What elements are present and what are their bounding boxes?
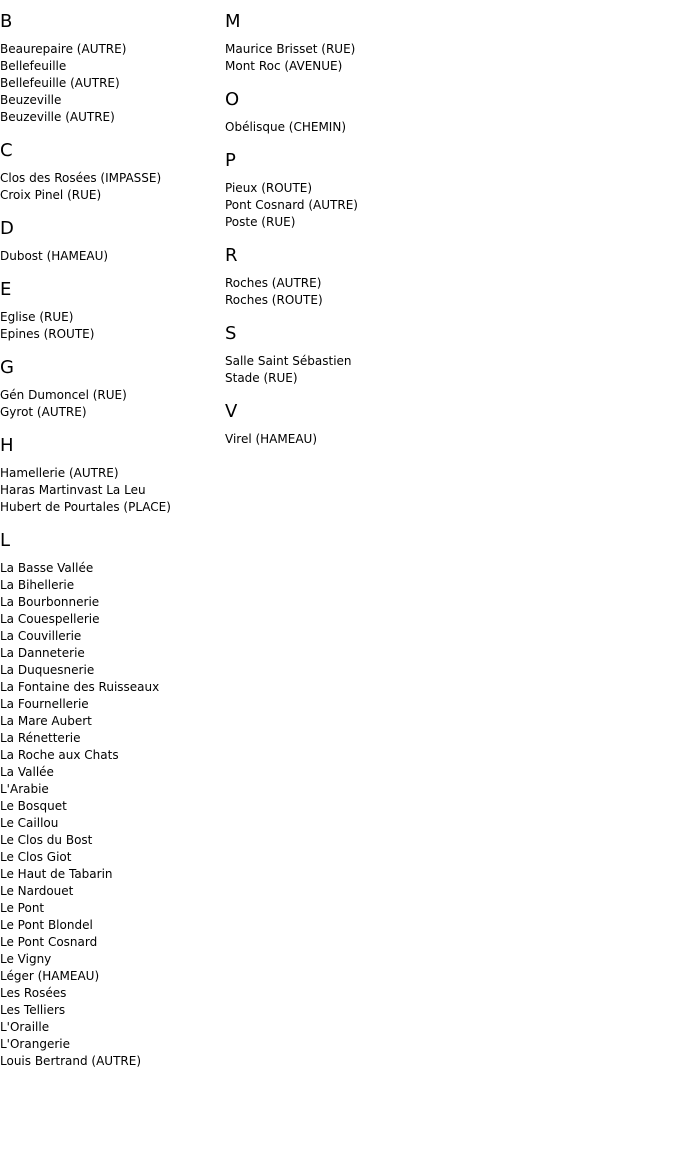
street-list-item	[0, 985, 224, 1002]
street-link[interactable]: L'Orangerie	[0, 1037, 70, 1051]
street-link[interactable]: La Couespellerie	[0, 612, 100, 626]
street-list	[225, 353, 665, 387]
street-list	[0, 387, 224, 421]
street-link[interactable]: Le Vigny	[0, 952, 52, 966]
street-list-item	[0, 662, 224, 679]
letter-heading: S	[225, 323, 237, 344]
street-list-item	[225, 214, 665, 231]
street-index-left-column	[0, 0, 224, 1070]
street-link[interactable]: Gyrot (AUTRE)	[0, 405, 87, 419]
street-list-item	[0, 645, 224, 662]
street-list-item	[0, 1036, 224, 1053]
street-link[interactable]: Le Caillou	[0, 816, 59, 830]
street-link[interactable]: Pieux (ROUTE)	[225, 181, 313, 195]
street-list-item	[225, 275, 665, 292]
street-link[interactable]: Roches (ROUTE)	[225, 293, 323, 307]
street-list-item	[0, 499, 224, 516]
letter-heading: R	[225, 245, 238, 266]
letter-section-c	[0, 140, 224, 204]
street-list-item	[0, 170, 224, 187]
street-link[interactable]: Le Bosquet	[0, 799, 67, 813]
street-link[interactable]: Les Rosées	[0, 986, 67, 1000]
street-list-item	[0, 404, 224, 421]
street-list-item	[0, 75, 224, 92]
street-list-item	[0, 883, 224, 900]
street-link[interactable]: La Fournellerie	[0, 697, 89, 711]
street-list	[0, 560, 224, 1070]
street-list-item	[0, 611, 224, 628]
street-list	[225, 180, 665, 231]
street-link[interactable]: Pont Cosnard (AUTRE)	[225, 198, 358, 212]
street-link[interactable]: Le Pont	[0, 901, 45, 915]
street-list-item	[0, 309, 224, 326]
letter-heading: P	[225, 150, 236, 171]
street-link[interactable]: Beaurepaire (AUTRE)	[0, 42, 127, 56]
letter-heading: O	[225, 89, 240, 110]
letter-heading: V	[225, 401, 238, 422]
street-link[interactable]: Epines (ROUTE)	[0, 327, 95, 341]
street-link[interactable]: Mont Roc (AVENUE)	[225, 59, 343, 73]
letter-section-s	[225, 323, 665, 387]
letter-heading: E	[0, 279, 12, 300]
street-link[interactable]: Les Telliers	[0, 1003, 66, 1017]
street-list-item	[225, 370, 665, 387]
street-list-item	[0, 326, 224, 343]
letter-section-r	[225, 245, 665, 309]
street-link[interactable]: Le Haut de Tabarin	[0, 867, 113, 881]
street-link[interactable]: Bellefeuille	[0, 59, 67, 73]
street-link[interactable]: Le Clos Giot	[0, 850, 72, 864]
street-link[interactable]: La Vallée	[0, 765, 54, 779]
street-list-item	[0, 849, 224, 866]
street-list-item	[0, 679, 224, 696]
street-list-item	[225, 180, 665, 197]
street-list-item	[0, 248, 224, 265]
letter-section-l	[0, 530, 224, 1070]
street-list-item	[0, 730, 224, 747]
letter-section-v	[225, 401, 665, 448]
street-list-item	[225, 292, 665, 309]
street-list	[225, 119, 665, 136]
street-link[interactable]: La Mare Aubert	[0, 714, 92, 728]
street-link[interactable]: Salle Saint Sébastien	[225, 354, 352, 368]
street-index-right-column	[225, 0, 665, 448]
street-list	[0, 170, 224, 204]
letter-heading: H	[0, 435, 14, 456]
letter-heading: M	[225, 11, 241, 32]
street-list-item	[0, 900, 224, 917]
street-list-item	[0, 187, 224, 204]
street-link[interactable]: Beuzeville (AUTRE)	[0, 110, 115, 124]
street-link[interactable]: Léger (HAMEAU)	[0, 969, 100, 983]
street-list-item	[225, 119, 665, 136]
letter-section-g	[0, 357, 224, 421]
street-list-item	[0, 968, 224, 985]
letter-section-d	[0, 218, 224, 265]
street-link[interactable]: Maurice Brisset (RUE)	[225, 42, 356, 56]
street-list-item	[0, 713, 224, 730]
letter-section-b	[0, 11, 224, 126]
street-list-item	[0, 764, 224, 781]
street-link[interactable]: Le Nardouet	[0, 884, 74, 898]
street-list-item	[225, 41, 665, 58]
street-link[interactable]: Clos des Rosées (IMPASSE)	[0, 171, 162, 185]
street-list-item	[0, 92, 224, 109]
street-link[interactable]: Hamellerie (AUTRE)	[0, 466, 119, 480]
letter-heading: C	[0, 140, 13, 161]
street-list-item	[0, 387, 224, 404]
street-list-item	[0, 628, 224, 645]
letter-section-h	[0, 435, 224, 516]
street-list	[0, 41, 224, 126]
street-link[interactable]: Virel (HAMEAU)	[225, 432, 318, 446]
street-link[interactable]: La Bourbonnerie	[0, 595, 100, 609]
street-list	[0, 248, 224, 265]
street-link[interactable]: Bellefeuille (AUTRE)	[0, 76, 120, 90]
street-link[interactable]: Le Pont Blondel	[0, 918, 93, 932]
street-list-item	[0, 951, 224, 968]
street-list	[0, 465, 224, 516]
street-link[interactable]: Poste (RUE)	[225, 215, 296, 229]
letter-section-e	[0, 279, 224, 343]
street-list-item	[0, 482, 224, 499]
street-list-item	[0, 798, 224, 815]
letter-section-m	[225, 11, 665, 75]
letter-section-o	[225, 89, 665, 136]
street-list-item	[0, 41, 224, 58]
street-link[interactable]: La Roche aux Chats	[0, 748, 119, 762]
street-list-item	[0, 577, 224, 594]
street-link[interactable]: Obélisque (CHEMIN)	[225, 120, 347, 134]
street-link[interactable]: Hubert de Pourtales (PLACE)	[0, 500, 171, 514]
street-link[interactable]: Stade (RUE)	[225, 371, 298, 385]
street-link[interactable]: Dubost (HAMEAU)	[0, 249, 109, 263]
street-list-item	[0, 781, 224, 798]
street-link[interactable]: Haras Martinvast La Leu	[0, 483, 146, 497]
street-list-item	[0, 594, 224, 611]
street-link[interactable]: La Duquesnerie	[0, 663, 95, 677]
street-list-item	[0, 917, 224, 934]
street-list-item	[0, 866, 224, 883]
street-link[interactable]: Roches (AUTRE)	[225, 276, 322, 290]
letter-heading: B	[0, 11, 13, 32]
street-link[interactable]: Le Clos du Bost	[0, 833, 93, 847]
street-link[interactable]: Beuzeville	[0, 93, 62, 107]
street-link[interactable]: La Basse Vallée	[0, 561, 94, 575]
letter-heading: D	[0, 218, 14, 239]
street-link[interactable]: L'Arabie	[0, 782, 49, 796]
street-link[interactable]: Gén Dumoncel (RUE)	[0, 388, 127, 402]
street-list-item	[0, 696, 224, 713]
street-list-item	[0, 1002, 224, 1019]
street-list-item	[225, 197, 665, 214]
street-list-item	[0, 934, 224, 951]
street-link[interactable]: L'Oraille	[0, 1020, 50, 1034]
street-list-item	[0, 1019, 224, 1036]
street-list	[225, 41, 665, 75]
street-list	[225, 275, 665, 309]
street-link[interactable]: La Fontaine des Ruisseaux	[0, 680, 160, 694]
street-list	[225, 431, 665, 448]
street-link[interactable]: Eglise (RUE)	[0, 310, 74, 324]
street-list-item	[0, 832, 224, 849]
street-list-item	[0, 1053, 224, 1070]
street-list-item	[0, 747, 224, 764]
street-list-item	[225, 431, 665, 448]
street-link[interactable]: La Bihellerie	[0, 578, 75, 592]
street-list-item	[0, 109, 224, 126]
street-list-item	[225, 353, 665, 370]
street-link[interactable]: Croix Pinel (RUE)	[0, 188, 102, 202]
letter-heading: L	[0, 530, 11, 551]
street-link[interactable]: La Danneterie	[0, 646, 85, 660]
street-list-item	[225, 58, 665, 75]
street-link[interactable]: Le Pont Cosnard	[0, 935, 98, 949]
street-list	[0, 309, 224, 343]
street-link[interactable]: La Rénetterie	[0, 731, 81, 745]
street-list-item	[0, 815, 224, 832]
street-list-item	[0, 465, 224, 482]
letter-section-p	[225, 150, 665, 231]
street-link[interactable]: Louis Bertrand (AUTRE)	[0, 1054, 142, 1068]
street-link[interactable]: La Couvillerie	[0, 629, 82, 643]
street-list-item	[0, 58, 224, 75]
letter-heading: G	[0, 357, 14, 378]
street-list-item	[0, 560, 224, 577]
